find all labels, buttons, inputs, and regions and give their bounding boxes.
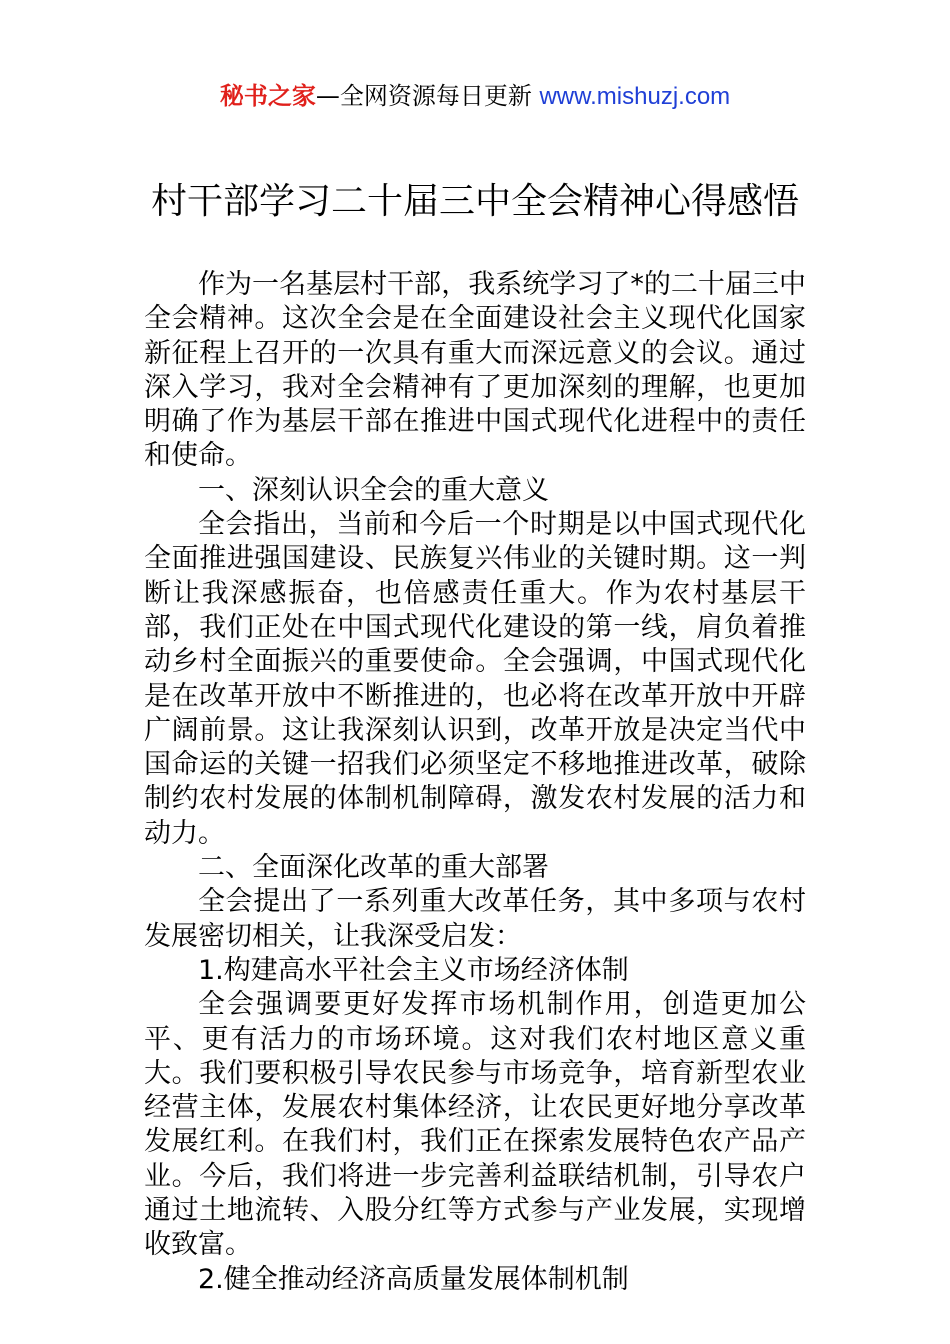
site-tagline: —全网资源每日更新 (315, 82, 540, 110)
section-heading-1: 一、深刻认识全会的重大意义 (198, 474, 549, 506)
subheading-2: 2.健全推动经济高质量发展体制机制 (198, 1263, 629, 1295)
site-header (0, 80, 950, 113)
paragraph-subsection-1: 全会强调要更好发挥市场机制作用，创造更加公平、更有活力的市场环境。这对我们农村地区意义重大。我们要积极引导农民参与市场竞争，培育新型农业经营主体，发展农村集体经济，让农民更好地分享改革发展红利。在我们村，我们正在探索发展特色农产品产业。今后，我们将进一步完善利益联结机制，引导农户通过土地流转、入股分红等方式参与产业发展，实现增收致富。 (144, 989, 806, 1261)
document-body (144, 268, 806, 1297)
site-url-link[interactable]: www.mishuzj.com (539, 83, 731, 110)
paragraph-section-2-intro: 全会提出了一系列重大改革任务，其中多项与农村发展密切相关，让我深受启发： (144, 886, 806, 952)
site-brand: 秘书之家 (219, 82, 316, 110)
subheading-1: 1.构建高水平社会主义市场经济体制 (198, 954, 629, 986)
document-title: 村干部学习二十届三中全会精神心得感悟 (150, 181, 799, 222)
paragraph-section-1: 全会指出，当前和今后一个时期是以中国式现代化全面推进强国建设、民族复兴伟业的关键时期。这一判断让我深感振奋，也倍感责任重大。作为农村基层干部，我们正处在中国式现代化建设的第一线，肩负着推动乡村全面振兴的重要使命。全会强调，中国式现代化是在改革开放中不断推进的，也必将在改革开放中开辟广阔前景。这让我深刻认识到，改革开放是决定当代中国命运的关键一招我们必须坚定不移地推进改革，破除制约农村发展的体制机制障碍，激发农村发展的活力和动力。 (144, 509, 806, 849)
section-heading-2: 二、全面深化改革的重大部署 (198, 852, 549, 884)
paragraph-intro: 作为一名基层村干部，我系统学习了*的二十届三中全会精神。这次全会是在全面建设社会主义现代化国家新征程上召开的一次具有重大而深远意义的会议。通过深入学习，我对全会精神有了更加深刻的理解，也更加明确了作为基层干部在推进中国式现代化进程中的责任和使命。 (144, 269, 806, 472)
